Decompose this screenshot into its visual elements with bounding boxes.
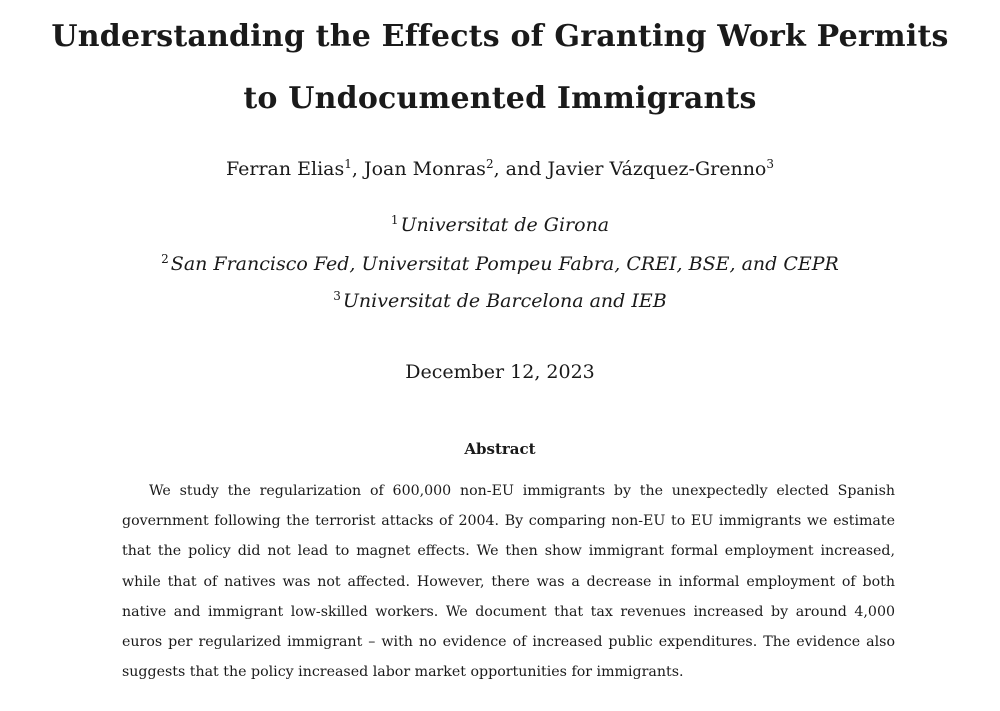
author-affiliation-mark: 1: [344, 157, 352, 171]
author-name: Ferran Elias: [225, 158, 345, 180]
paper-title-line-1: Understanding the Effects of Granting Work Permits: [51, 19, 949, 54]
affiliation-2: [40, 253, 960, 275]
author-affiliation-mark: 2: [485, 157, 494, 171]
affiliation-mark: 3: [333, 289, 341, 303]
affiliation-text: Universitat de Barcelona and IEB: [342, 290, 667, 312]
author-separator: ,: [351, 158, 364, 180]
author-name: Joan Monras: [363, 158, 486, 180]
author-affiliation-mark: 3: [766, 157, 775, 171]
abstract-heading: Abstract: [464, 440, 536, 458]
affiliation-1: [40, 214, 960, 236]
affiliation-text: San Francisco Fed, Universitat Pompeu Fabra, CREI, BSE, and CEPR: [170, 253, 839, 275]
affiliation-mark: 1: [390, 213, 399, 227]
affiliation-text: Universitat de Girona: [400, 214, 610, 236]
affiliation-mark: 2: [161, 252, 169, 266]
author-separator: , and: [493, 158, 548, 180]
author-list: [40, 158, 960, 180]
abstract-body: We study the regularization of 600,000 non-EU immigrants by the unexpectedly elected Spanish government following the terrorist attacks of 2004. By comparing non-EU to EU immigrants we estimate that the policy did not lead to magnet effects. We then show immigrant formal employment increased, while that of natives was not affected. However, there was a decrease in informal employment of both native and immigrant low-skilled workers. We document that tax revenues increased by around 4,000 euros per regularized immigrant – with no evidence of increased public expenditures. The evidence also suggests that the policy increased labor market opportunities for immigrants.: [122, 483, 895, 681]
publication-date: December 12, 2023: [405, 361, 595, 383]
author-name: Javier Vázquez-Grenno: [547, 158, 767, 180]
paper-title-line-2: to Undocumented Immigrants: [243, 81, 757, 116]
affiliation-3: [40, 290, 960, 312]
